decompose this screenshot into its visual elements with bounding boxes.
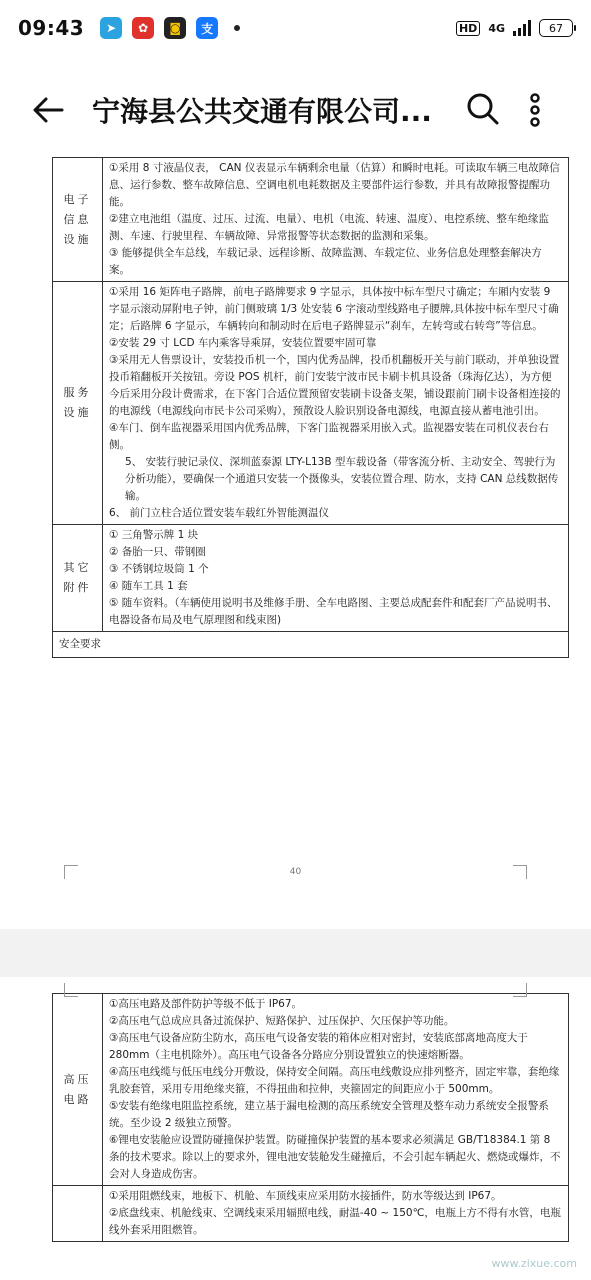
content-line: ②高压电气总成应具备过流保护、短路保护、过压保护、欠压保护等功能。: [109, 1015, 455, 1027]
row-category: 服务设施: [53, 282, 103, 525]
app-red-icon: ✿: [132, 17, 154, 39]
table-row: [53, 632, 569, 658]
row-category: [53, 1186, 103, 1242]
content-line: ⑤安装有绝缘电阻监控系统，建立基于漏电检测的高压系统安全管理及整车动力系统安全报警系统。至少设 2 级独立预警。: [109, 1100, 549, 1129]
content-line: ③ 不锈钢垃圾筒 1 个: [109, 563, 209, 575]
document-page-40[interactable]: [0, 157, 591, 929]
crop-mark: [513, 983, 527, 997]
row-content: [103, 1186, 569, 1242]
content-line: ①采用阻燃线束，地板下、机舱、车顶线束应采用防水接插件，防水等级达到 IP67。: [109, 1190, 502, 1202]
content-line: ④高压电线缆与低压电线分开敷设，保持安全间隔。高压电线敷设应排列整齐，固定牢靠，套绝缘乳胶套管，采用专用绝缘夹箍，不得扭曲和拉伸，夹箍固定的间距应小于 500mm。: [109, 1066, 560, 1095]
content-line: ③高压电气设备应防尘防水，高压电气设备安装的箱体应相对密封，安装底部离地高度大于 280mm（主电机除外）。高压电气设备各分路应分别设置独立的快速熔断器。: [109, 1032, 528, 1061]
battery-level: 67: [549, 21, 563, 35]
table-row: [53, 1186, 569, 1242]
content-line: 5、 安装行驶记录仪、深圳蓝泰源 LTY-L13B 型车载设备（带客流分析、主动安全、驾驶行为分析功能），要确保一个通道只安装一个摄像头，安装位置合理、防水，支持 CAN 总线数据传输。: [125, 456, 559, 502]
alipay-icon: 支: [196, 17, 218, 39]
watermark: www.zixue.com: [491, 1257, 577, 1270]
safety-row: 安全要求: [53, 632, 569, 658]
content-line: 6、 前门立柱合适位置安装车载红外智能测温仪: [109, 507, 330, 519]
content-line: ②建立电池组（温度、过压、过流、电量）、电机（电流、转速、温度）、电控系统、整车绝缘监测、车速、行驶里程、车辆故障、异常报警等状态数据的监测和采集。: [109, 213, 549, 242]
row-content: [103, 158, 569, 282]
app-bar: [0, 70, 591, 150]
content-line: ②底盘线束、机舱线束、空调线束采用辐照电线，耐温-40 ~ 150℃，电瓶上方不得有水管，电瓶线外套采用阻燃管。: [109, 1207, 561, 1236]
back-arrow-icon[interactable]: [32, 90, 72, 130]
hd-voice-icon: HD: [456, 21, 480, 36]
page-gap: [0, 929, 591, 977]
network-type: 4G: [488, 21, 505, 35]
row-category: 其它附件: [53, 525, 103, 632]
status-bar: [0, 0, 591, 56]
content-line: ①采用 16 矩阵电子路牌，前电子路牌要求 9 字显示，具体按中标车型尺寸确定；车厢内安装 9 字显示滚动屏附电子钟，前门侧玻璃 1/3 处安装 6 字滚动型线路电子腰牌,具体按中标车型尺寸确定；后路牌 6 字显示，车辆转向和制动时在后电子路牌显示“刹车，左转弯或右转弯”等信息。: [109, 286, 559, 332]
signal-icon: [513, 20, 531, 36]
app-yellow-icon: ◙: [164, 17, 186, 39]
notification-dot-icon: [234, 25, 240, 31]
table-row: [53, 282, 569, 525]
battery-icon: [539, 19, 573, 37]
table-row: [53, 525, 569, 632]
content-line: ④车门、倒车监视器采用国内优秀品牌，下客门监视器采用嵌入式。监视器安装在司机仪表台右侧。: [109, 422, 549, 451]
content-line: ①采用 8 寸液晶仪表， CAN 仪表显示车辆剩余电量（估算）和瞬时电耗。可读取车辆三电故障信息、运行参数、整车故障信息、空调电机电耗数据及主要部件运行参数，并具有故障报警提醒功能。: [109, 162, 560, 208]
search-icon[interactable]: [466, 92, 502, 128]
content-line: ⑤ 随车资料。（车辆使用说明书及维修手册、全车电路图、主要总成配套件和配套厂产品说明书、电器设备布局及电气原理图和线束图): [109, 597, 558, 626]
content-line: ①高压电路及部件防护等级不低于 IP67。: [109, 998, 303, 1010]
content-line: ① 三角警示牌 1 块: [109, 529, 199, 541]
spec-table-2: [52, 993, 569, 1242]
content-line: ②安装 29 寸 LCD 车内乘客导乘屏，安装位置要牢固可靠: [109, 337, 377, 349]
telegram-icon: ➤: [100, 17, 122, 39]
page-title: 宁海县公共交通有限公司...: [92, 95, 432, 128]
row-content: [103, 282, 569, 525]
content-line: ② 备胎一只、带钢圈: [109, 546, 206, 558]
more-options-icon[interactable]: [530, 92, 540, 128]
crop-mark: [64, 983, 78, 997]
content-line: ④ 随车工具 1 套: [109, 580, 188, 592]
status-time: 09:43: [18, 16, 85, 40]
spec-table-1: [52, 157, 569, 658]
row-content: [103, 994, 569, 1186]
content-line: ③ 能够提供全车总线，车载记录、远程诊断、故障监测、车载定位、业务信息处理整套解决方案。: [109, 247, 542, 276]
row-content: [103, 525, 569, 632]
content-line: ⑥锂电安装舱应设置防碰撞保护装置。防碰撞保护装置的基本要求必须满足 GB/T18384.1 第 8 条的技术要求。除以上的要求外，锂电池安装舱发生碰撞后，不会引起车辆起火、燃烧或爆炸，不会对人身造成伤害。: [109, 1134, 561, 1180]
row-category: 高压电路: [53, 994, 103, 1186]
content-line: ③采用无人售票设计，安装投币机一个，国内优秀品牌，投币机翻板开关与前门联动，并单独设置投币箱翻板开关按钮。旁设 POS 机杆，前门安装宁波市民卡刷卡机具设备（珠海亿达），为方便今后采用分段计费需求，在下客门合适位置预留安装刷卡设备支架，铺设跟前门刷卡设备相连接的的电源线（电源线向市民卡公司采购），预散设人脸识别设备电源线，电源直接从蓄电池引出。: [109, 354, 561, 417]
table-row: [53, 158, 569, 282]
table-row: [53, 994, 569, 1186]
row-category: 电子信息设施: [53, 158, 103, 282]
page-number: 40: [289, 867, 302, 877]
document-page-41[interactable]: [0, 977, 591, 1280]
